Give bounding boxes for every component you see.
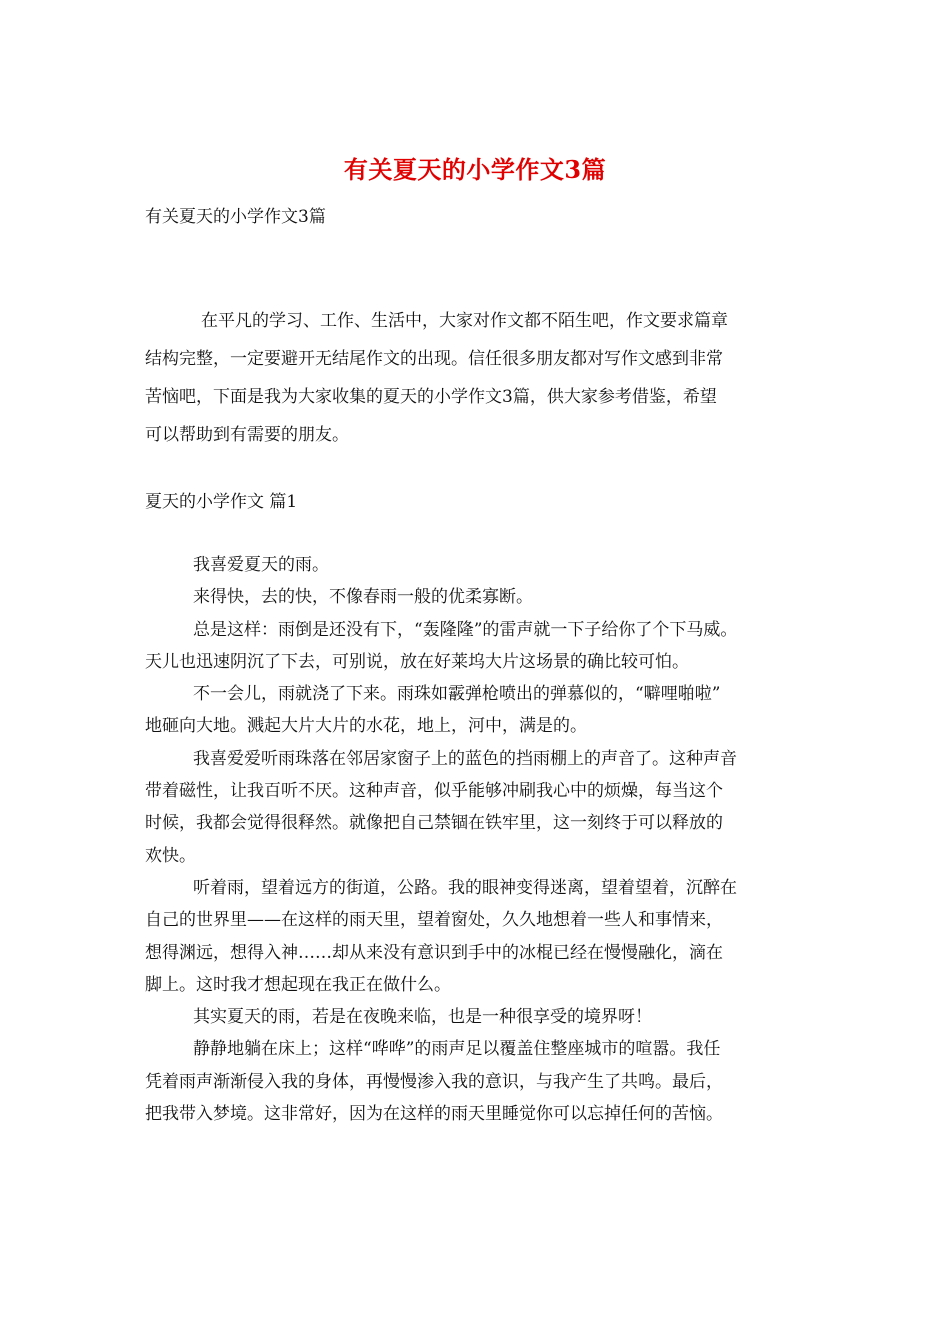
body-line: 我喜爱夏天的雨。 <box>193 555 329 575</box>
body-line: 时候，我都会觉得很释然。就像把自己禁锢在铁牢里，这一刻终于可以释放的 <box>145 813 723 834</box>
body-line: 听着雨，望着远方的街道，公路。我的眼神变得迷离，望着望着，沉醉在 <box>193 877 737 898</box>
body-line: 来得快，去的快，不像春雨一般的优柔寡断。 <box>193 587 533 608</box>
body-line: 静静地躺在床上；这样“哗哗”的雨声足以覆盖住整座城市的喧嚣。我任 <box>193 1039 721 1060</box>
intro-line: 苦恼吧，下面是我为大家收集的夏天的小学作文3篇，供大家参考借鉴，希望 <box>145 387 717 407</box>
body-line: 带着磁性，让我百听不厌。这种声音，似乎能够冲刷我心中的烦燥，每当这个 <box>145 781 723 802</box>
body-line: 脚上。这时我才想起现在我正在做什么。 <box>145 974 451 995</box>
body-line: 我喜爱爱听雨珠落在邻居家窗子上的蓝色的挡雨棚上的声音了。这种声音 <box>193 748 737 769</box>
intro-line: 在平凡的学习、工作、生活中，大家对作文都不陌生吧，作文要求篇章 <box>201 311 728 331</box>
body-line: 把我带入梦境。这非常好，因为在这样的雨天里睡觉你可以忘掉任何的苦恼。 <box>145 1104 723 1125</box>
body-line: 天儿也迅速阴沉了下去，可别说，放在好莱坞大片这场景的确比较可怕。 <box>145 651 689 672</box>
essay-body <box>145 549 825 1130</box>
body-line: 欢快。 <box>145 845 196 866</box>
body-line: 想得渊远，想得入神……却从来没有意识到手中的冰棍已经在慢慢融化，滴在 <box>145 942 723 963</box>
body-line: 地砸向大地。溅起大片大片的水花，地上，河中，满是的。 <box>145 716 587 737</box>
body-line: 自己的世界里——在这样的雨天里，望着窗处，久久地想着一些人和事情来， <box>145 910 723 931</box>
section-heading: 夏天的小学作文 篇1 <box>145 492 298 512</box>
document-subtitle: 有关夏天的小学作文3篇 <box>145 207 326 227</box>
body-line: 不一会儿，雨就浇了下来。雨珠如霰弹枪喷出的弹慕似的，“噼哩啪啦” <box>193 684 721 705</box>
document-title: 有关夏天的小学作文3篇 <box>343 155 607 184</box>
intro-line: 结构完整，一定要避开无结尾作文的出现。信任很多朋友都对写作文感到非常 <box>145 349 723 369</box>
body-line: 凭着雨声渐渐侵入我的身体，再慢慢渗入我的意识，与我产生了共鸣。最后， <box>145 1071 723 1092</box>
body-line: 其实夏天的雨，若是在夜晚来临，也是一种很享受的境界呀！ <box>193 1007 652 1028</box>
intro-line: 可以帮助到有需要的朋友。 <box>145 425 349 445</box>
intro-paragraph <box>145 302 805 454</box>
body-line: 总是这样：雨倒是还没有下，“轰隆隆”的雷声就一下子给你了个下马威。 <box>193 619 738 640</box>
